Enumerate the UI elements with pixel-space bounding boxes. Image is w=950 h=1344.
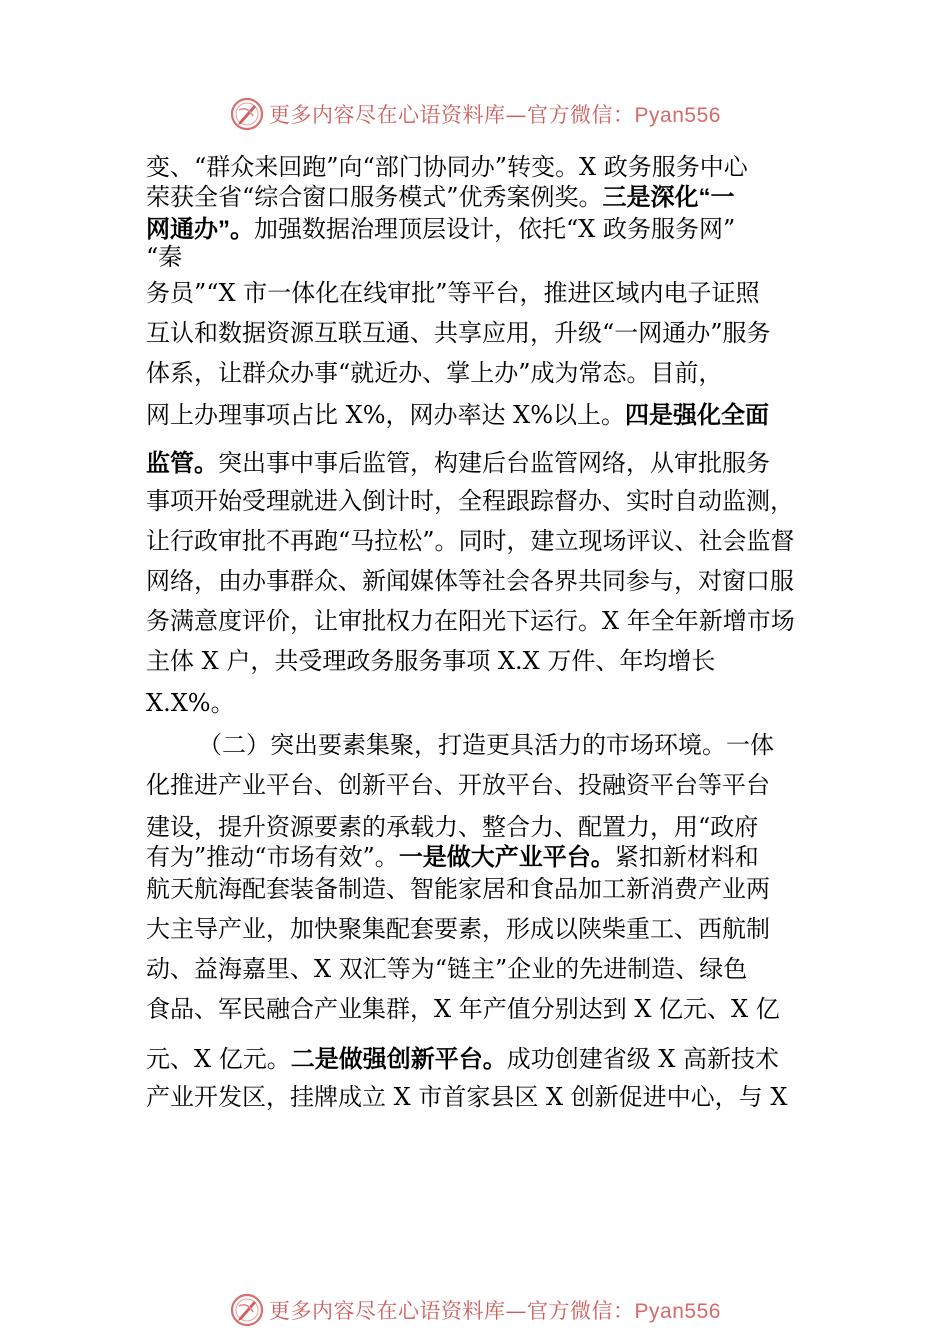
text-line: 动、益海嘉里、X 双汇等为“链主”企业的先进制造、绿色 <box>146 955 748 983</box>
text-line: 航天航海配套装备制造、智能家居和食品加工新消费产业两 <box>146 875 770 903</box>
text-line: 荣获全省“综合窗口服务模式”优秀案例奖。三是深化“一 <box>146 183 735 211</box>
header-text: 更多内容尽在心语资料库—官方微信：Pyan556 <box>269 103 721 127</box>
text-line: 体系，让群众办事“就近办、掌上办”成为常态。目前， <box>146 359 723 387</box>
text-line: X.X%。 <box>146 689 235 717</box>
text-line: 务员”“X 市一体化在线审批”等平台，推进区域内电子证照 <box>146 279 760 307</box>
footer-text: 更多内容尽在心语资料库—官方微信：Pyan556 <box>269 1299 721 1323</box>
text-line: 网络，由办事群众、新闻媒体等社会各界共同参与，对窗口服 <box>146 567 794 595</box>
text-line: （二）突出要素集聚，打造更具活力的市场环境。一体 <box>198 731 774 759</box>
text-line: 监管。突出事中事后监管，构建后台监管网络，从审批服务 <box>146 449 770 477</box>
text-line: 元、X 亿元。二是做强创新平台。成功创建省级 X 高新技术 <box>146 1045 780 1073</box>
footer-banner <box>0 1290 950 1330</box>
text-line: 务满意度评价，让审批权力在阳光下运行。X 年全年新增市场 <box>146 607 795 635</box>
seal-logo-icon <box>229 1292 265 1328</box>
text-line: 有为”推动“市场有效”。一是做大产业平台。紧扣新材料和 <box>146 843 759 871</box>
text-line: 食品、军民融合产业集群，X 年产值分别达到 X 亿元、X 亿 <box>146 995 780 1023</box>
text-line: 建设，提升资源要素的承载力、整合力、配置力，用“政府 <box>146 813 759 841</box>
text-line: 事项开始受理就进入倒计时，全程跟踪督办、实时自动监测， <box>146 487 794 515</box>
text-line: 网上办理事项占比 X%，网办率达 X%以上。四是强化全面 <box>146 401 770 429</box>
text-line: 网通办”。加强数据治理顶层设计，依托“X 政务服务网” <box>146 215 736 243</box>
text-line: 变、“群众来回跑”向“部门协同办”转变。X 政务服务中心 <box>146 153 748 181</box>
seal-logo-icon <box>229 96 265 132</box>
header-banner <box>0 94 950 134</box>
text-line: 化推进产业平台、创新平台、开放平台、投融资平台等平台 <box>146 771 770 799</box>
text-line: 产业开发区，挂牌成立 X 市首家县区 X 创新促进中心，与 X <box>146 1083 788 1111</box>
text-line: 大主导产业，加快聚集配套要素，形成以陕柴重工、西航制 <box>146 915 770 943</box>
text-line: 主体 X 户，共受理政务服务事项 X.X 万件、年均增长 <box>146 647 716 675</box>
text-line: 互认和数据资源互联互通、共享应用，升级“一网通办”服务 <box>146 319 771 347</box>
text-line: “秦 <box>146 243 183 271</box>
text-line: 让行政审批不再跑“马拉松”。同时，建立现场评议、社会监督 <box>146 527 795 555</box>
